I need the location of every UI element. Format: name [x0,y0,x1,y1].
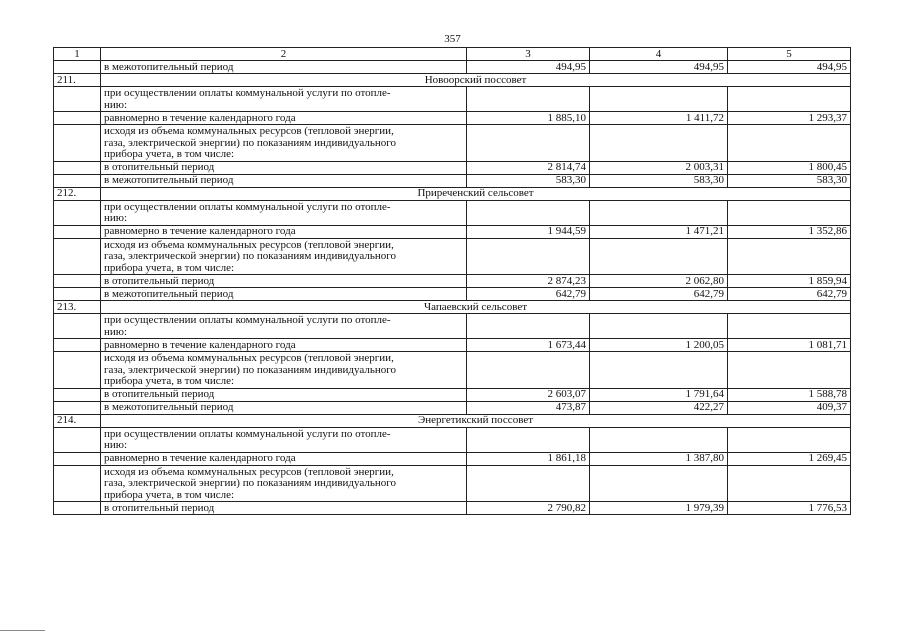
section-number: 211. [54,74,101,87]
value-col-5: 1 859,94 [728,275,851,288]
empty-cell [54,465,101,502]
empty-cell [54,112,101,125]
data-row [54,275,851,288]
empty-cell [728,352,851,389]
empty-cell [590,238,728,275]
data-row [54,161,851,174]
data-row [54,112,851,125]
row-label: равномерно в течение календарного года [101,225,467,238]
table-body [54,48,851,515]
value-col-3: 473,87 [467,401,590,414]
empty-cell [54,125,101,162]
value-col-4: 1 411,72 [590,112,728,125]
margin-rule [0,630,45,631]
value-col-3: 1 861,18 [467,452,590,465]
data-row [54,225,851,238]
value-col-3: 2 790,82 [467,502,590,515]
value-col-5: 494,95 [728,61,851,74]
section-title: Приреченский сельсовет [101,187,851,200]
value-col-5: 1 269,45 [728,452,851,465]
row-label: при осуществлении оплаты коммунальной услуги по отопле- нию: [101,200,467,225]
empty-cell [590,465,728,502]
row-label: в отопительный период [101,161,467,174]
section-number: 213. [54,301,101,314]
empty-cell [54,427,101,452]
text-row [54,427,851,452]
empty-cell [54,339,101,352]
data-row [54,401,851,414]
data-row [54,452,851,465]
row-label: в межотопительный период [101,401,467,414]
value-col-5: 642,79 [728,288,851,301]
row-label: при осуществлении оплаты коммунальной услуги по отопле- нию: [101,314,467,339]
empty-cell [728,314,851,339]
empty-cell [590,125,728,162]
empty-cell [54,452,101,465]
section-number: 212. [54,187,101,200]
data-row [54,339,851,352]
empty-cell [728,125,851,162]
value-col-5: 583,30 [728,174,851,187]
text-row [54,465,851,502]
row-label: в межотопительный период [101,174,467,187]
row-label: при осуществлении оплаты коммунальной услуги по отопле- нию: [101,87,467,112]
section-title: Энергетикский поссовет [101,414,851,427]
row-label: в отопительный период [101,502,467,515]
text-row [54,314,851,339]
row-label: в отопительный период [101,388,467,401]
data-row [54,61,851,74]
empty-cell [728,87,851,112]
empty-cell [54,288,101,301]
row-label: равномерно в течение календарного года [101,339,467,352]
empty-cell [54,388,101,401]
data-row [54,388,851,401]
section-title: Чапаевский сельсовет [101,301,851,314]
empty-cell [467,427,590,452]
header-row [54,48,851,61]
section-row [54,187,851,200]
value-col-3: 583,30 [467,174,590,187]
value-col-3: 2 874,23 [467,275,590,288]
header-cell-4: 4 [590,48,728,61]
row-label: при осуществлении оплаты коммунальной услуги по отопле- нию: [101,427,467,452]
empty-cell [54,87,101,112]
empty-cell [54,352,101,389]
value-col-5: 1 800,45 [728,161,851,174]
tariff-table [53,47,851,515]
header-cell-1: 1 [54,48,101,61]
value-col-3: 494,95 [467,61,590,74]
empty-cell [467,200,590,225]
value-col-3: 1 885,10 [467,112,590,125]
text-row [54,200,851,225]
row-label: исходя из объема коммунальных ресурсов (тепловой энергии, газа, электрической энергии) по показаниям индивидуального прибора учета, в том числе: [101,125,467,162]
text-row [54,125,851,162]
section-number: 214. [54,414,101,427]
empty-cell [590,427,728,452]
empty-cell [54,314,101,339]
empty-cell [467,314,590,339]
empty-cell [728,465,851,502]
value-col-4: 642,79 [590,288,728,301]
row-label: исходя из объема коммунальных ресурсов (тепловой энергии, газа, электрической энергии) по показаниям индивидуального прибора учета, в том числе: [101,352,467,389]
value-col-4: 494,95 [590,61,728,74]
value-col-3: 642,79 [467,288,590,301]
value-col-4: 422,27 [590,401,728,414]
row-label: исходя из объема коммунальных ресурсов (тепловой энергии, газа, электрической энергии) по показаниям индивидуального прибора учета, в том числе: [101,465,467,502]
text-row [54,87,851,112]
row-label: в отопительный период [101,275,467,288]
row-label: исходя из объема коммунальных ресурсов (тепловой энергии, газа, электрической энергии) по показаниям индивидуального прибора учета, в том числе: [101,238,467,275]
value-col-4: 1 979,39 [590,502,728,515]
value-col-4: 2 062,80 [590,275,728,288]
section-row [54,301,851,314]
empty-cell [54,225,101,238]
value-col-3: 1 944,59 [467,225,590,238]
empty-cell [54,275,101,288]
value-col-3: 2 814,74 [467,161,590,174]
empty-cell [54,200,101,225]
row-label: в межотопительный период [101,288,467,301]
text-row [54,352,851,389]
value-col-4: 2 003,31 [590,161,728,174]
section-row [54,414,851,427]
empty-cell [54,61,101,74]
page-number: 357 [444,33,461,45]
value-col-4: 1 200,05 [590,339,728,352]
empty-cell [54,238,101,275]
empty-cell [467,352,590,389]
empty-cell [54,161,101,174]
value-col-5: 1 081,71 [728,339,851,352]
empty-cell [728,238,851,275]
data-row [54,174,851,187]
empty-cell [467,238,590,275]
data-row [54,502,851,515]
empty-cell [54,174,101,187]
empty-cell [467,465,590,502]
empty-cell [467,125,590,162]
value-col-5: 1 588,78 [728,388,851,401]
empty-cell [467,87,590,112]
empty-cell [54,401,101,414]
empty-cell [590,200,728,225]
empty-cell [590,314,728,339]
row-label: равномерно в течение календарного года [101,112,467,125]
empty-cell [54,502,101,515]
value-col-4: 1 791,64 [590,388,728,401]
value-col-5: 1 293,37 [728,112,851,125]
row-label: равномерно в течение календарного года [101,452,467,465]
value-col-3: 2 603,07 [467,388,590,401]
empty-cell [590,352,728,389]
text-row [54,238,851,275]
value-col-4: 1 387,80 [590,452,728,465]
empty-cell [728,427,851,452]
empty-cell [728,200,851,225]
value-col-3: 1 673,44 [467,339,590,352]
header-cell-5: 5 [728,48,851,61]
value-col-4: 583,30 [590,174,728,187]
header-cell-3: 3 [467,48,590,61]
value-col-5: 1 352,86 [728,225,851,238]
section-title: Новоорский поссовет [101,74,851,87]
header-cell-2: 2 [101,48,467,61]
value-col-5: 1 776,53 [728,502,851,515]
value-col-4: 1 471,21 [590,225,728,238]
data-row [54,288,851,301]
value-col-5: 409,37 [728,401,851,414]
row-label: в межотопительный период [101,61,467,74]
empty-cell [590,87,728,112]
section-row [54,74,851,87]
